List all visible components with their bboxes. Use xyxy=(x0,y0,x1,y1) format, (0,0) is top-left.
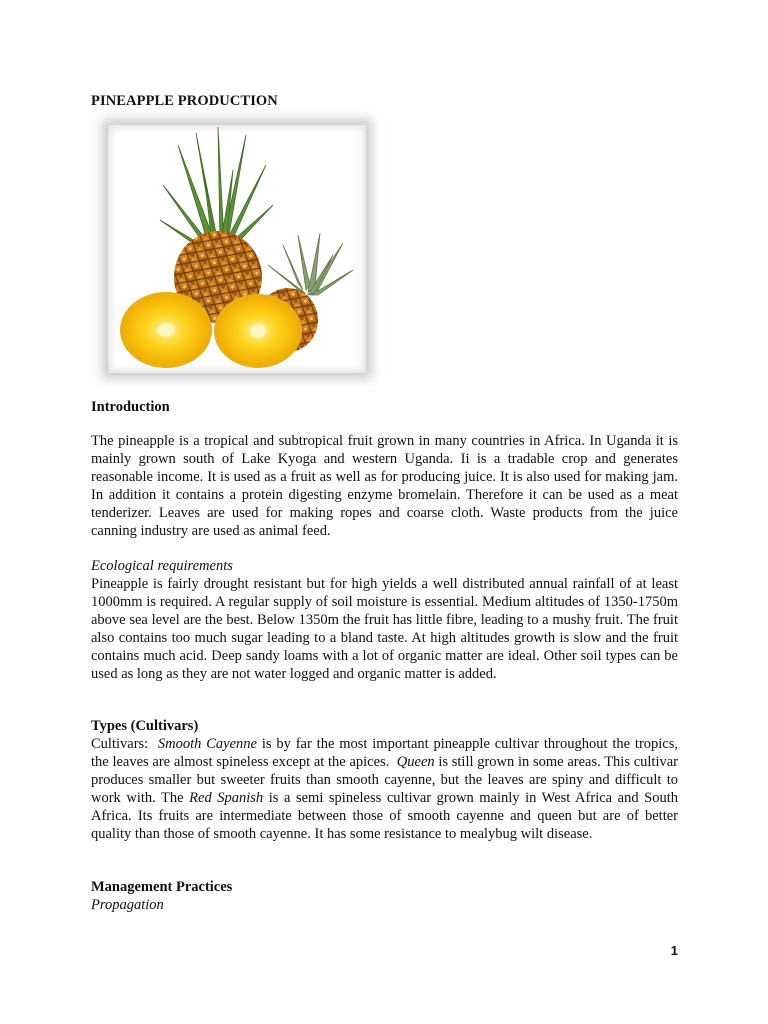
propagation-subheading: Propagation xyxy=(91,897,164,913)
types-text-2: is by far the most important pineapple cultivar throughout the tropics, the leaves are almost spineless except at the apices. xyxy=(91,736,679,770)
ecological-paragraph: Pineapple is fairly drought resistant but for high yields a well distributed annual rainfall of at least 1000mm is required. A regular supply of soil moisture is essential. Medium altitudes of 1350-1750m above sea level are the best. Below 1350m the fruit has little fibre, leading to a mushy fruit. The fruit also contains too much sugar leading to a bland taste. At high altitudes growth is slow and the fruit contains much acid. Deep sandy loams with a lot of organic matter are ideal. Other soil types can be used as long as they are not water logged and organic matter is added. xyxy=(91,576,678,682)
management-section xyxy=(91,878,678,914)
introduction-section xyxy=(91,398,678,540)
types-heading: Types (Cultivars) xyxy=(91,718,199,734)
introduction-heading: Introduction xyxy=(91,399,170,415)
introduction-paragraph: The pineapple is a tropical and subtropical fruit grown in many countries in Africa. In Uganda it is mainly grown south of Lake Kyoga and western Uganda. Ii is a tradable crop and generates reasonable income. It is used as a fruit as well as for producing juice. It is also used for making jam. In addition it contains a protein digesting enzyme bromelain. Therefore it can be used as a meat tenderizer. Leaves are used for making ropes and coarse cloth. Waste products from the juice canning industry are used as animal feed. xyxy=(91,433,678,539)
management-heading: Management Practices xyxy=(91,879,233,895)
types-paragraph xyxy=(91,735,678,843)
pineapple-photo xyxy=(108,125,366,373)
queen-term: Queen xyxy=(396,754,435,770)
smooth-cayenne-term: Smooth Cayenne xyxy=(157,736,257,752)
types-text-4: is a semi spineless cultivar grown mainly in West Africa and South Africa. Its fruits are intermediate between those of smooth cayenne and queen but are of better quality than those of smooth cayenne. It has some resistance to mealybug wilt disease. xyxy=(91,790,678,842)
page-title: PINEAPPLE PRODUCTION xyxy=(91,93,278,109)
red-spanish-term: Red Spanish xyxy=(189,790,264,806)
ecological-heading: Ecological requirements xyxy=(91,558,233,574)
page-number: 1 xyxy=(670,943,678,958)
types-text-1: Cultivars: xyxy=(91,736,149,752)
pineapple-illustration xyxy=(108,125,366,373)
ecological-section xyxy=(91,557,678,683)
types-text-3: is still grown in some areas. This cultivar produces smaller but sweeter fruits than smooth cayenne, but the leaves are spiny and difficult to work with. The xyxy=(91,754,678,806)
types-section xyxy=(91,717,678,843)
